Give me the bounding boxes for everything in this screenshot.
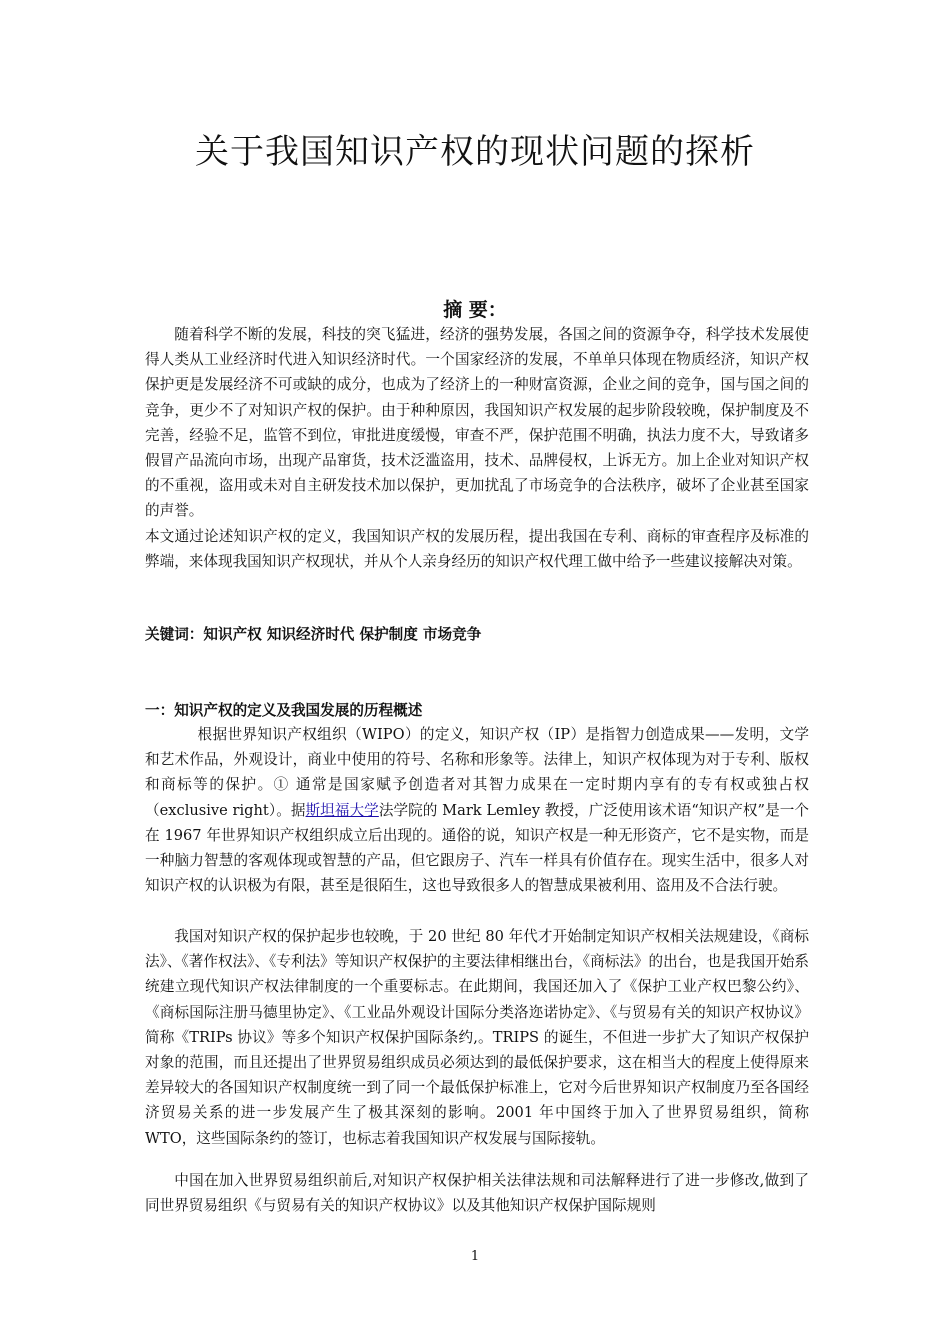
stanford-link[interactable]: 斯坦福大学 bbox=[305, 801, 379, 819]
abstract-heading: 摘 要： bbox=[443, 299, 507, 321]
document-title: 关于我国知识产权的现状问题的探析 bbox=[195, 132, 755, 172]
section-1-paragraph-3: 中国在加入世界贸易组织前后,对知识产权保护相关法律法规和司法解释进行了进一步修改,做到了同世界贸易组织《与贸易有关的知识产权协议》以及其他知识产权保护国际规则 bbox=[145, 1172, 809, 1215]
section-1-paragraph-1-part-b: 法学院的 Mark Lemley 教授，广泛使用该术语“知识产权”是一个在 1967 年世界知识产权组织成立后出现的。通俗的说，知识产权是一种无形资产，它不是实物，而是一种脑力智慧的客观体现或智慧的产品，但它跟房子、汽车一样具有价值存在。现实生活中，很多人对知识产权的认识极为有限，甚至是很陌生，这也导致很多人的智慧成果被利用、盗用及不合法行驶。 bbox=[145, 801, 809, 895]
abstract-paragraph-1: 随着科学不断的发展，科技的突飞猛进，经济的强势发展，各国之间的资源争夺，科学技术发展使得人类从工业经济时代进入知识经济时代。一个国家经济的发展，不单单只体现在物质经济，知识产权保护更是发展经济不可或缺的成分，也成为了经济上的一种财富资源，企业之间的竞争，国与国之间的竞争，更少不了对知识产权的保护。由于种种原因，我国知识产权发展的起步阶段较晚，保护制度及不完善，经验不足，监管不到位，审批进度缓慢，审查不严，保护范围不明确，执法力度不大，导致诸多假冒产品流向市场，出现产品窜货，技术泛滥盗用，技术、品牌侵权，上诉无方。加上企业对知识产权的不重视，盗用或未对自主研发技术加以保护，更加扰乱了市场竞争的合法秩序，破坏了企业甚至国家的声誉。 bbox=[145, 326, 809, 520]
section-1-heading: 一：知识产权的定义及我国发展的历程概述 bbox=[145, 702, 423, 719]
section-1-paragraph-1-part-a: 根据世界知识产权组织（WIPO）的定义，知识产权（IP）是指智力创造成果——发明，文学和艺术作品，外观设计，商业中使用的符号、名称和形象等。法律上，知识产权体现为对于专利、版权和商标等的保护。① 通常是国家赋予创造者对其智力成果在一定时期内享有的专有权或独占权（exclusive right）。据 bbox=[145, 726, 809, 819]
section-1-paragraph-1 bbox=[145, 722, 809, 898]
abstract-paragraph-2: 本文通过论述知识产权的定义，我国知识产权的发展历程，提出我国在专利、商标的审查程序及标准的弊端，来体现我国知识产权现状，并从个人亲身经历的知识产权代理工做中给予一些建议接解决对策。 bbox=[145, 528, 809, 571]
keywords-line: 关键词：知识产权 知识经济时代 保护制度 市场竞争 bbox=[145, 626, 482, 643]
page-number: 1 bbox=[470, 1249, 480, 1264]
section-1-paragraph-2: 我国对知识产权的保护起步也较晚，于 20 世纪 80 年代才开始制定知识产权相关法规建设，《商标法》、《著作权法》、《专利法》等知识产权保护的主要法律相继出台，《商标法》的出台，也是我国开始系统建立现代知识产权法律制度的一个重要标志。在此期间，我国还加入了《保护工业产权巴黎公约》、《商标国际注册马德里协定》、《工业品外观设计国际分类洛迩诺协定》、《与贸易有关的知识产权协议》简称《TRIPs 协议》等多个知识产权保护国际条约,。TRIPS 的诞生，不但进一步扩大了知识产权保护对象的范围，而且还提出了世界贸易组织成员必须达到的最低保护要求，这在相当大的程度上使得原来差异较大的各国知识产权制度统一到了同一个最低保护标准上，它对今后世界知识产权制度乃至各国经济贸易关系的进一步发展产生了极其深刻的影响。2001 年中国终于加入了世界贸易组织，简称 WTO，这些国际条约的签订，也标志着我国知识产权发展与国际接轨。 bbox=[145, 928, 810, 1147]
